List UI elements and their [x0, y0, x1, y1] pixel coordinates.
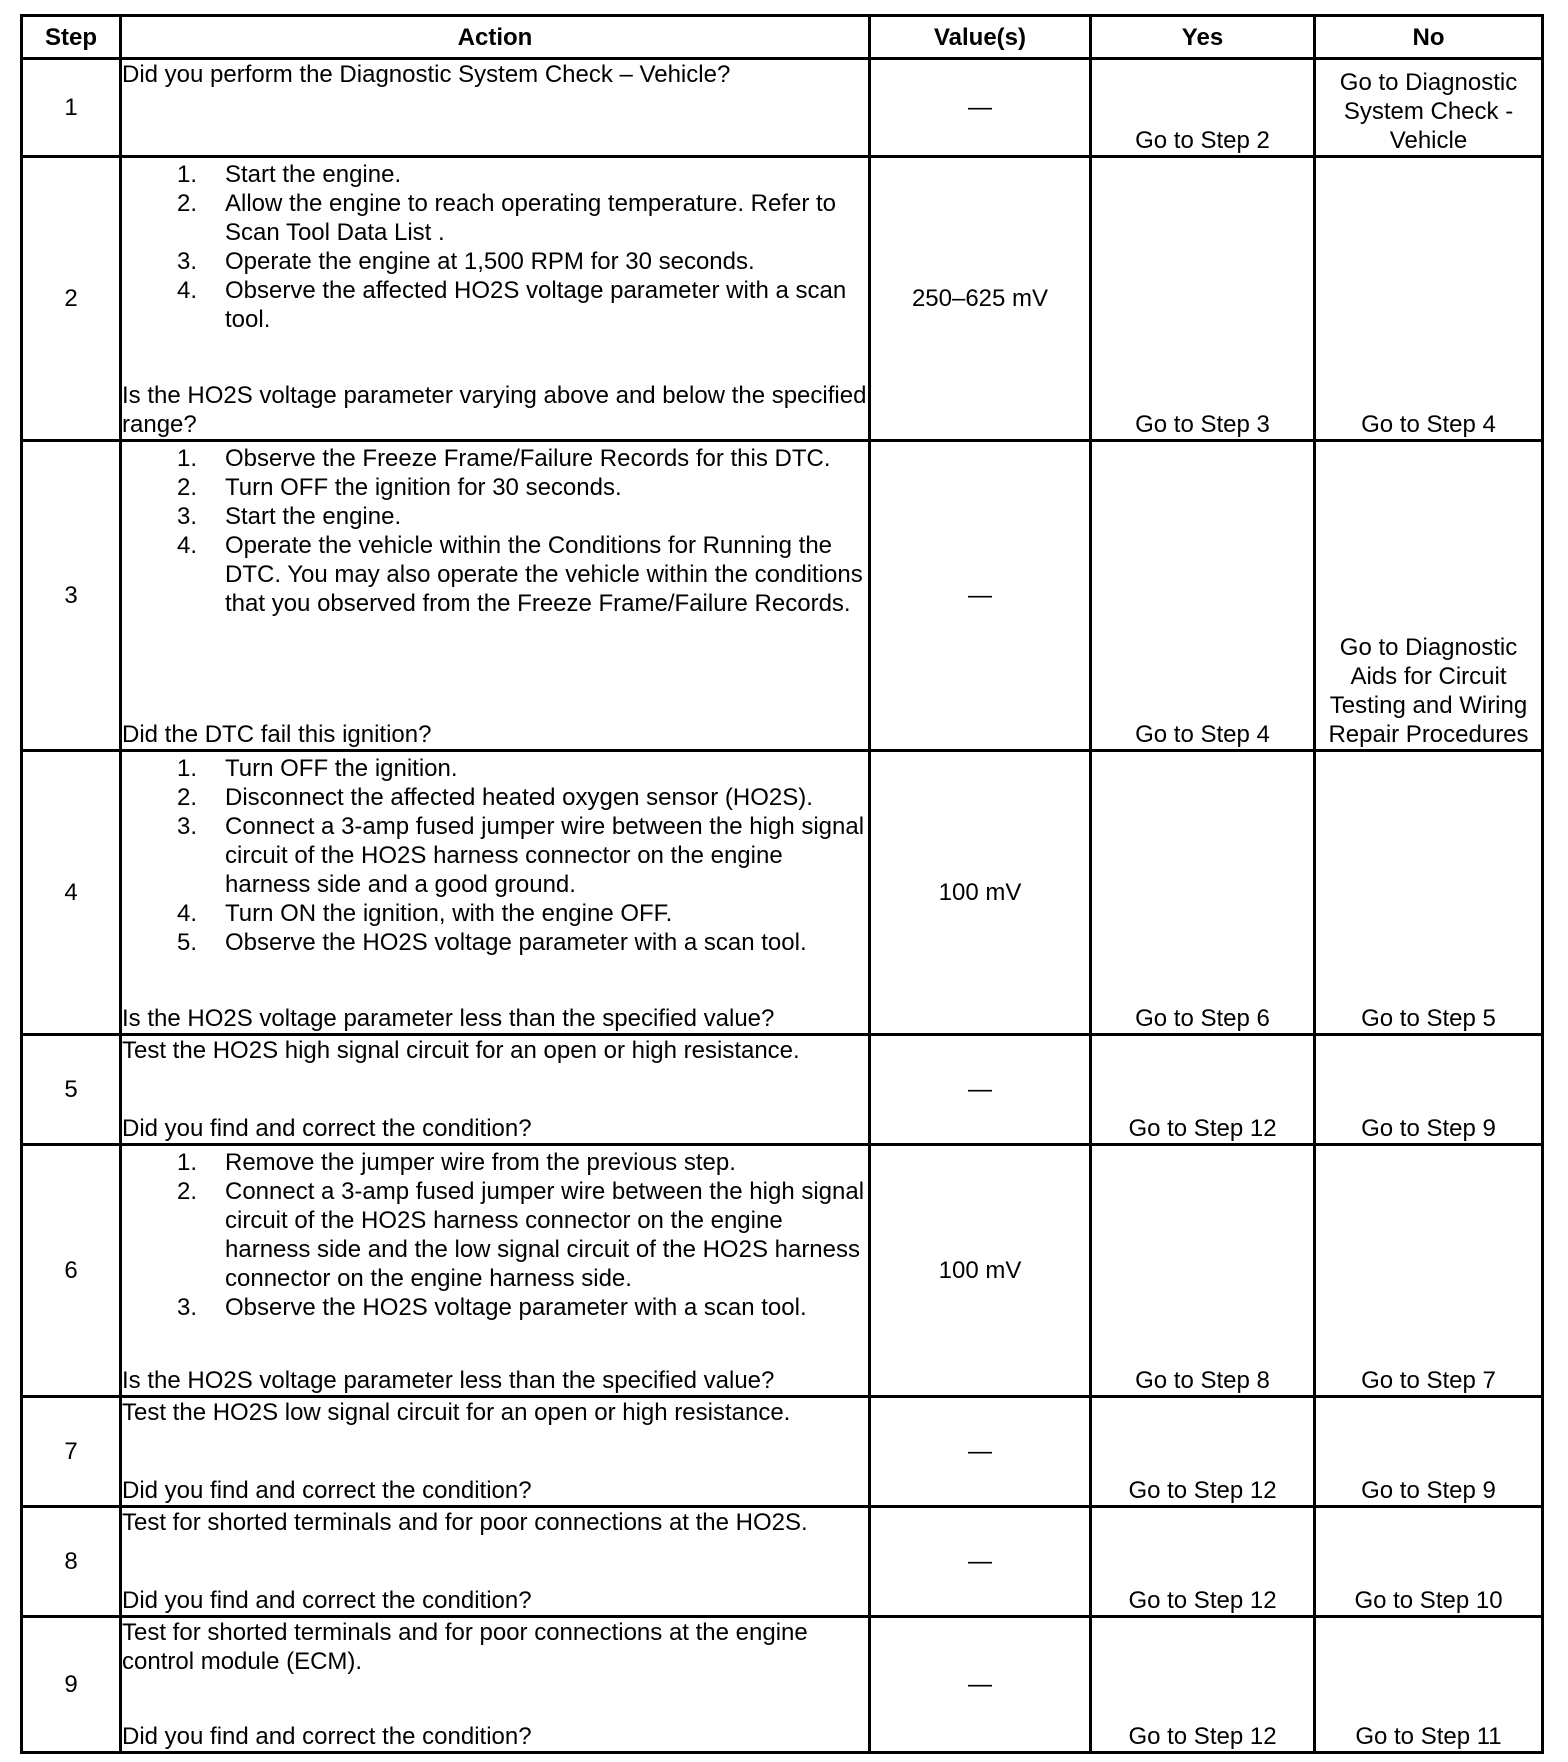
table-row	[22, 1617, 1543, 1753]
action-cell	[121, 157, 870, 441]
action-cell	[121, 1145, 870, 1397]
table-row	[22, 1397, 1543, 1507]
list-item: 5. Observe the HO2S voltage parameter with a scan tool.	[176, 929, 807, 956]
value-cell: —	[870, 59, 1091, 157]
list-item: 2. Disconnect the affected heated oxygen sensor (HO2S).	[176, 784, 813, 811]
list-item: 4. Observe the affected HO2S voltage parameter with a scan tool.	[176, 277, 847, 333]
list-item: 1. Observe the Freeze Frame/Failure Records for this DTC.	[176, 445, 831, 472]
step-number: 1	[22, 59, 121, 157]
yes-cell: Go to Step 8	[1091, 1145, 1315, 1397]
list-item: 1. Turn OFF the ignition.	[176, 755, 458, 782]
table-row	[22, 59, 1543, 157]
list-item: 4. Operate the vehicle within the Conditions for Running the DTC. You may also operate the vehicle within the conditions that you observed from the Freeze Frame/Failure Records.	[176, 532, 863, 617]
yes-cell: Go to Step 6	[1091, 751, 1315, 1035]
list-item: 1. Start the engine.	[176, 161, 402, 188]
action-question: Is the HO2S voltage parameter less than the specified value?	[122, 1005, 775, 1032]
value-cell: 250–625 mV	[870, 157, 1091, 441]
list-item: 2. Connect a 3-amp fused jumper wire between the high signal circuit of the HO2S harness connector on the engine harness side and the low signal circuit of the HO2S harness connector on the engine harness side.	[176, 1178, 865, 1292]
action-cell	[121, 1507, 870, 1617]
action-cell	[121, 441, 870, 751]
action-cell	[121, 1397, 870, 1507]
table-row	[22, 1145, 1543, 1397]
no-cell: Go to Step 4	[1315, 157, 1543, 441]
no-cell: Go to Step 11	[1315, 1617, 1543, 1753]
value-cell: 100 mV	[870, 751, 1091, 1035]
action-instruction: Test for shorted terminals and for poor connections at the engine control module (ECM).	[122, 1619, 808, 1675]
header-values: Value(s)	[870, 16, 1091, 59]
table-row	[22, 1507, 1543, 1617]
action-question: Did you find and correct the condition?	[122, 1723, 532, 1750]
step-number: 7	[22, 1397, 121, 1507]
header-yes: Yes	[1091, 16, 1315, 59]
list-item: 3. Operate the engine at 1,500 RPM for 30 seconds.	[176, 248, 755, 275]
no-cell: Go to Step 9	[1315, 1397, 1543, 1507]
action-question: Did you find and correct the condition?	[122, 1115, 532, 1142]
action-instruction: Test the HO2S high signal circuit for an open or high resistance.	[122, 1037, 800, 1064]
action-cell	[121, 59, 870, 157]
table-row	[22, 751, 1543, 1035]
action-question: Is the HO2S voltage parameter less than the specified value?	[122, 1367, 775, 1394]
yes-cell: Go to Step 12	[1091, 1507, 1315, 1617]
value-cell: 100 mV	[870, 1145, 1091, 1397]
list-item: 3. Start the engine.	[176, 503, 402, 530]
no-cell: Go to Step 10	[1315, 1507, 1543, 1617]
value-cell: —	[870, 1507, 1091, 1617]
no-cell: Go to Diagnostic Aids for Circuit Testing and Wiring Repair Procedures	[1315, 441, 1543, 751]
list-item: 2. Turn OFF the ignition for 30 seconds.	[176, 474, 622, 501]
action-question: Did you perform the Diagnostic System Check – Vehicle?	[122, 61, 731, 88]
action-cell	[121, 1035, 870, 1145]
action-question: Is the HO2S voltage parameter varying above and below the specified range?	[122, 382, 867, 438]
list-item: 3. Observe the HO2S voltage parameter with a scan tool.	[176, 1294, 807, 1321]
list-item: 2. Allow the engine to reach operating temperature. Refer to Scan Tool Data List .	[176, 190, 837, 246]
yes-cell: Go to Step 12	[1091, 1397, 1315, 1507]
no-cell: Go to Step 9	[1315, 1035, 1543, 1145]
step-number: 8	[22, 1507, 121, 1617]
header-action: Action	[121, 16, 870, 59]
header-no: No	[1315, 16, 1543, 59]
value-cell: —	[870, 441, 1091, 751]
step-number: 5	[22, 1035, 121, 1145]
yes-cell: Go to Step 4	[1091, 441, 1315, 751]
action-instruction: Test the HO2S low signal circuit for an open or high resistance.	[122, 1399, 791, 1426]
step-number: 4	[22, 751, 121, 1035]
step-number: 6	[22, 1145, 121, 1397]
action-steps	[122, 754, 868, 957]
yes-cell: Go to Step 2	[1091, 59, 1315, 157]
list-item: 4. Turn ON the ignition, with the engine OFF.	[176, 900, 673, 927]
header-row	[22, 16, 1543, 59]
yes-cell: Go to Step 12	[1091, 1617, 1315, 1753]
action-question: Did you find and correct the condition?	[122, 1477, 532, 1504]
action-cell	[121, 751, 870, 1035]
step-number: 9	[22, 1617, 121, 1753]
step-number: 3	[22, 441, 121, 751]
step-number: 2	[22, 157, 121, 441]
no-cell: Go to Diagnostic System Check - Vehicle	[1315, 59, 1543, 157]
table-row	[22, 157, 1543, 441]
header-step: Step	[22, 16, 121, 59]
value-cell: —	[870, 1617, 1091, 1753]
list-item: 1. Remove the jumper wire from the previous step.	[176, 1149, 736, 1176]
yes-cell: Go to Step 12	[1091, 1035, 1315, 1145]
action-question: Did the DTC fail this ignition?	[122, 721, 432, 748]
list-item: 3. Connect a 3-amp fused jumper wire between the high signal circuit of the HO2S harness connector on the engine harness side and a good ground.	[176, 813, 865, 898]
action-steps	[122, 444, 868, 618]
table-row	[22, 1035, 1543, 1145]
action-cell	[121, 1617, 870, 1753]
action-instruction: Test for shorted terminals and for poor connections at the HO2S.	[122, 1509, 808, 1536]
action-steps	[122, 1148, 868, 1322]
value-cell: —	[870, 1035, 1091, 1145]
action-steps	[122, 160, 868, 334]
table-row	[22, 441, 1543, 751]
no-cell: Go to Step 5	[1315, 751, 1543, 1035]
action-question: Did you find and correct the condition?	[122, 1587, 532, 1614]
value-cell: —	[870, 1397, 1091, 1507]
diagnostic-table	[20, 14, 1544, 1754]
yes-cell: Go to Step 3	[1091, 157, 1315, 441]
no-cell: Go to Step 7	[1315, 1145, 1543, 1397]
